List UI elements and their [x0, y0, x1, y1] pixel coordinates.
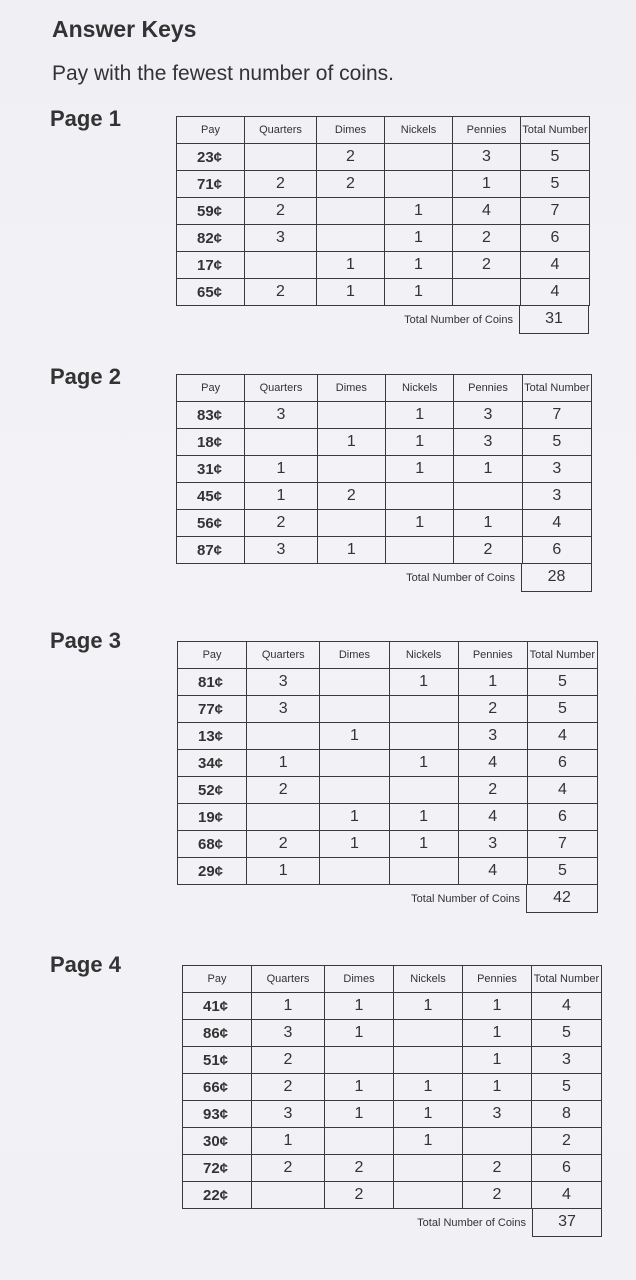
- table-row: [183, 1074, 602, 1101]
- pay-cell: 22¢: [183, 1182, 252, 1209]
- table-row: [177, 279, 590, 306]
- nickels-cell: 1: [394, 1101, 463, 1128]
- header-row: [177, 375, 592, 402]
- nickels-cell: 1: [389, 750, 458, 777]
- nickels-cell: [389, 858, 458, 885]
- total-number-cell: 4: [521, 252, 590, 279]
- table-row: [177, 510, 592, 537]
- pennies-cell: 1: [462, 1020, 531, 1047]
- nickels-cell: 1: [385, 225, 453, 252]
- quarters-cell: [245, 429, 317, 456]
- pennies-cell: 1: [462, 993, 531, 1020]
- page-4-label: Page 4: [50, 952, 121, 977]
- page-4-total-row: [182, 1209, 602, 1237]
- quarters-cell: 3: [251, 1020, 324, 1047]
- table-row: [177, 252, 590, 279]
- column-header-nickels: Nickels: [389, 642, 458, 669]
- pennies-cell: 3: [453, 144, 521, 171]
- dimes-cell: 2: [325, 1155, 394, 1182]
- quarters-cell: 2: [251, 1074, 324, 1101]
- table-row: [178, 696, 598, 723]
- pay-cell: 45¢: [177, 483, 245, 510]
- dimes-cell: 1: [325, 1074, 394, 1101]
- dimes-cell: [317, 510, 385, 537]
- page-3-sheet: [177, 641, 598, 913]
- header-row: [183, 966, 602, 993]
- pay-cell: 93¢: [183, 1101, 252, 1128]
- quarters-cell: 2: [247, 831, 320, 858]
- dimes-cell: 1: [325, 1101, 394, 1128]
- column-header-nickels: Nickels: [385, 117, 453, 144]
- quarters-cell: 3: [251, 1101, 324, 1128]
- column-header-dimes: Dimes: [320, 642, 389, 669]
- column-header-pennies: Pennies: [462, 966, 531, 993]
- total-coins-label: Total Number of Coins: [411, 893, 520, 905]
- pay-cell: 51¢: [183, 1047, 252, 1074]
- dimes-cell: 1: [317, 252, 385, 279]
- page-2-label: Page 2: [50, 364, 121, 389]
- column-header-pennies: Pennies: [458, 642, 527, 669]
- pay-cell: 23¢: [177, 144, 245, 171]
- nickels-cell: [385, 171, 453, 198]
- dimes-cell: 1: [325, 993, 394, 1020]
- table-row: [177, 198, 590, 225]
- pay-cell: 19¢: [178, 804, 247, 831]
- pay-cell: 13¢: [178, 723, 247, 750]
- quarters-cell: [245, 144, 317, 171]
- quarters-cell: 2: [251, 1155, 324, 1182]
- total-number-cell: 5: [527, 669, 597, 696]
- pennies-cell: 2: [453, 225, 521, 252]
- column-header-nickels: Nickels: [394, 966, 463, 993]
- header-row: [177, 117, 590, 144]
- pay-cell: 66¢: [183, 1074, 252, 1101]
- pennies-cell: 3: [458, 831, 527, 858]
- dimes-cell: 1: [317, 537, 385, 564]
- table-row: [178, 831, 598, 858]
- nickels-cell: 1: [389, 831, 458, 858]
- table-row: [183, 1182, 602, 1209]
- nickels-cell: 1: [386, 429, 454, 456]
- total-number-cell: 5: [531, 1020, 601, 1047]
- quarters-cell: 2: [245, 510, 317, 537]
- column-header-dimes: Dimes: [317, 117, 385, 144]
- total-number-cell: 4: [522, 510, 591, 537]
- dimes-cell: [320, 750, 389, 777]
- column-header-pay: Pay: [178, 642, 247, 669]
- pennies-cell: [462, 1128, 531, 1155]
- dimes-cell: 2: [317, 144, 385, 171]
- total-number-cell: 6: [531, 1155, 601, 1182]
- dimes-cell: 1: [325, 1020, 394, 1047]
- quarters-cell: 1: [247, 858, 320, 885]
- total-coins-label: Total Number of Coins: [404, 314, 513, 326]
- pennies-cell: 2: [453, 252, 521, 279]
- page-4-sheet: [182, 965, 602, 1237]
- pay-cell: 81¢: [178, 669, 247, 696]
- total-number-cell: 4: [521, 279, 590, 306]
- column-header-pennies: Pennies: [454, 375, 522, 402]
- quarters-cell: 2: [245, 198, 317, 225]
- column-header-total-number: Total Number: [531, 966, 601, 993]
- table-row: [183, 1101, 602, 1128]
- total-number-cell: 6: [527, 804, 597, 831]
- dimes-cell: 1: [320, 831, 389, 858]
- quarters-cell: 1: [245, 483, 317, 510]
- nickels-cell: [394, 1182, 463, 1209]
- table-row: [177, 429, 592, 456]
- pay-cell: 68¢: [178, 831, 247, 858]
- total-number-cell: 4: [531, 993, 601, 1020]
- dimes-cell: 1: [317, 279, 385, 306]
- page-1-total-value: 31: [519, 306, 589, 334]
- total-number-cell: 2: [531, 1128, 601, 1155]
- dimes-cell: 2: [325, 1182, 394, 1209]
- page-1-sheet: [176, 116, 589, 334]
- instruction-text: Pay with the fewest number of coins.: [52, 62, 394, 85]
- quarters-cell: 2: [245, 171, 317, 198]
- total-number-cell: 3: [531, 1047, 601, 1074]
- total-number-cell: 5: [531, 1074, 601, 1101]
- dimes-cell: [325, 1047, 394, 1074]
- page-3-label: Page 3: [50, 628, 121, 653]
- pennies-cell: 4: [458, 858, 527, 885]
- pennies-cell: 2: [454, 537, 522, 564]
- page-3-table: [177, 641, 598, 885]
- dimes-cell: 2: [317, 171, 385, 198]
- page-2-sheet: [176, 374, 592, 592]
- total-number-cell: 4: [531, 1182, 601, 1209]
- pay-cell: 29¢: [178, 858, 247, 885]
- table-row: [183, 1047, 602, 1074]
- page-1-total-row: [176, 306, 589, 334]
- nickels-cell: [386, 483, 454, 510]
- page-1-label: Page 1: [50, 106, 121, 131]
- page-4-total-value: 37: [532, 1209, 602, 1237]
- pay-cell: 30¢: [183, 1128, 252, 1155]
- page-2-table: [176, 374, 592, 564]
- nickels-cell: 1: [389, 804, 458, 831]
- pay-cell: 77¢: [178, 696, 247, 723]
- table-row: [177, 537, 592, 564]
- pay-cell: 17¢: [177, 252, 245, 279]
- dimes-cell: 2: [317, 483, 385, 510]
- pennies-cell: [454, 483, 522, 510]
- pennies-cell: 1: [462, 1047, 531, 1074]
- dimes-cell: [320, 696, 389, 723]
- pennies-cell: 2: [462, 1182, 531, 1209]
- nickels-cell: [386, 537, 454, 564]
- nickels-cell: [389, 723, 458, 750]
- pay-cell: 18¢: [177, 429, 245, 456]
- quarters-cell: 1: [251, 1128, 324, 1155]
- quarters-cell: 3: [247, 669, 320, 696]
- table-row: [178, 723, 598, 750]
- page-4-table: [182, 965, 602, 1209]
- total-number-cell: 6: [522, 537, 591, 564]
- column-header-quarters: Quarters: [251, 966, 324, 993]
- total-coins-label: Total Number of Coins: [417, 1217, 526, 1229]
- dimes-cell: 1: [320, 723, 389, 750]
- pennies-cell: 2: [458, 696, 527, 723]
- nickels-cell: 1: [386, 510, 454, 537]
- pay-cell: 71¢: [177, 171, 245, 198]
- pay-cell: 72¢: [183, 1155, 252, 1182]
- pennies-cell: 1: [453, 171, 521, 198]
- nickels-cell: 1: [385, 252, 453, 279]
- pennies-cell: 3: [458, 723, 527, 750]
- dimes-cell: [317, 198, 385, 225]
- table-row: [177, 171, 590, 198]
- pay-cell: 56¢: [177, 510, 245, 537]
- column-header-dimes: Dimes: [317, 375, 385, 402]
- column-header-total-number: Total Number: [527, 642, 597, 669]
- pennies-cell: 1: [458, 669, 527, 696]
- nickels-cell: [389, 777, 458, 804]
- table-row: [183, 1155, 602, 1182]
- quarters-cell: [247, 804, 320, 831]
- nickels-cell: [394, 1155, 463, 1182]
- nickels-cell: 1: [386, 456, 454, 483]
- total-coins-label: Total Number of Coins: [406, 572, 515, 584]
- pay-cell: 41¢: [183, 993, 252, 1020]
- column-header-quarters: Quarters: [245, 375, 317, 402]
- quarters-cell: 3: [245, 225, 317, 252]
- answer-keys-heading: Answer Keys: [52, 16, 197, 42]
- total-number-cell: 8: [531, 1101, 601, 1128]
- dimes-cell: [320, 777, 389, 804]
- total-number-cell: 3: [522, 483, 591, 510]
- nickels-cell: [394, 1047, 463, 1074]
- pay-cell: 31¢: [177, 456, 245, 483]
- column-header-dimes: Dimes: [325, 966, 394, 993]
- total-number-cell: 5: [527, 696, 597, 723]
- table-row: [177, 456, 592, 483]
- dimes-cell: [317, 456, 385, 483]
- pennies-cell: 4: [458, 804, 527, 831]
- quarters-cell: 3: [245, 402, 317, 429]
- nickels-cell: [385, 144, 453, 171]
- dimes-cell: [317, 225, 385, 252]
- total-number-cell: 7: [521, 198, 590, 225]
- pennies-cell: 2: [458, 777, 527, 804]
- total-number-cell: 5: [522, 429, 591, 456]
- pay-cell: 34¢: [178, 750, 247, 777]
- quarters-cell: 1: [245, 456, 317, 483]
- total-number-cell: 5: [521, 144, 590, 171]
- header-row: [178, 642, 598, 669]
- quarters-cell: [251, 1182, 324, 1209]
- column-header-total-number: Total Number: [521, 117, 590, 144]
- pay-cell: 87¢: [177, 537, 245, 564]
- pay-cell: 82¢: [177, 225, 245, 252]
- dimes-cell: [320, 669, 389, 696]
- pennies-cell: 4: [453, 198, 521, 225]
- total-number-cell: 5: [527, 858, 597, 885]
- total-number-cell: 6: [527, 750, 597, 777]
- pennies-cell: 3: [462, 1101, 531, 1128]
- page-3-total-row: [177, 885, 598, 913]
- quarters-cell: 2: [245, 279, 317, 306]
- nickels-cell: 1: [385, 279, 453, 306]
- nickels-cell: 1: [385, 198, 453, 225]
- column-header-total-number: Total Number: [522, 375, 591, 402]
- pennies-cell: 3: [454, 402, 522, 429]
- total-number-cell: 7: [522, 402, 591, 429]
- table-row: [177, 225, 590, 252]
- page-2-total-value: 28: [521, 564, 592, 592]
- column-header-pennies: Pennies: [453, 117, 521, 144]
- column-header-pay: Pay: [177, 117, 245, 144]
- nickels-cell: 1: [394, 993, 463, 1020]
- quarters-cell: 1: [247, 750, 320, 777]
- table-row: [178, 804, 598, 831]
- quarters-cell: 2: [251, 1047, 324, 1074]
- pennies-cell: 3: [454, 429, 522, 456]
- dimes-cell: 1: [317, 429, 385, 456]
- total-number-cell: 5: [521, 171, 590, 198]
- nickels-cell: [389, 696, 458, 723]
- total-number-cell: 7: [527, 831, 597, 858]
- nickels-cell: 1: [386, 402, 454, 429]
- pay-cell: 52¢: [178, 777, 247, 804]
- table-row: [178, 858, 598, 885]
- page-3-total-value: 42: [526, 885, 598, 913]
- total-number-cell: 6: [521, 225, 590, 252]
- pennies-cell: 1: [454, 456, 522, 483]
- column-header-quarters: Quarters: [247, 642, 320, 669]
- nickels-cell: 1: [394, 1128, 463, 1155]
- pay-cell: 86¢: [183, 1020, 252, 1047]
- table-row: [177, 144, 590, 171]
- page-1-table: [176, 116, 590, 306]
- pay-cell: 59¢: [177, 198, 245, 225]
- nickels-cell: 1: [394, 1074, 463, 1101]
- table-row: [183, 1128, 602, 1155]
- table-row: [183, 1020, 602, 1047]
- column-header-nickels: Nickels: [386, 375, 454, 402]
- pennies-cell: 1: [454, 510, 522, 537]
- column-header-pay: Pay: [177, 375, 245, 402]
- table-row: [178, 669, 598, 696]
- table-row: [177, 402, 592, 429]
- dimes-cell: [325, 1128, 394, 1155]
- quarters-cell: [245, 252, 317, 279]
- table-row: [178, 777, 598, 804]
- table-row: [183, 993, 602, 1020]
- column-header-pay: Pay: [183, 966, 252, 993]
- dimes-cell: 1: [320, 804, 389, 831]
- table-row: [177, 483, 592, 510]
- pay-cell: 65¢: [177, 279, 245, 306]
- page-2-total-row: [176, 564, 592, 592]
- quarters-cell: 3: [245, 537, 317, 564]
- quarters-cell: 1: [251, 993, 324, 1020]
- table-row: [178, 750, 598, 777]
- total-number-cell: 4: [527, 723, 597, 750]
- dimes-cell: [317, 402, 385, 429]
- dimes-cell: [320, 858, 389, 885]
- pennies-cell: [453, 279, 521, 306]
- pennies-cell: 2: [462, 1155, 531, 1182]
- nickels-cell: [394, 1020, 463, 1047]
- quarters-cell: [247, 723, 320, 750]
- pay-cell: 83¢: [177, 402, 245, 429]
- column-header-quarters: Quarters: [245, 117, 317, 144]
- pennies-cell: 4: [458, 750, 527, 777]
- pennies-cell: 1: [462, 1074, 531, 1101]
- total-number-cell: 3: [522, 456, 591, 483]
- nickels-cell: 1: [389, 669, 458, 696]
- quarters-cell: 3: [247, 696, 320, 723]
- total-number-cell: 4: [527, 777, 597, 804]
- quarters-cell: 2: [247, 777, 320, 804]
